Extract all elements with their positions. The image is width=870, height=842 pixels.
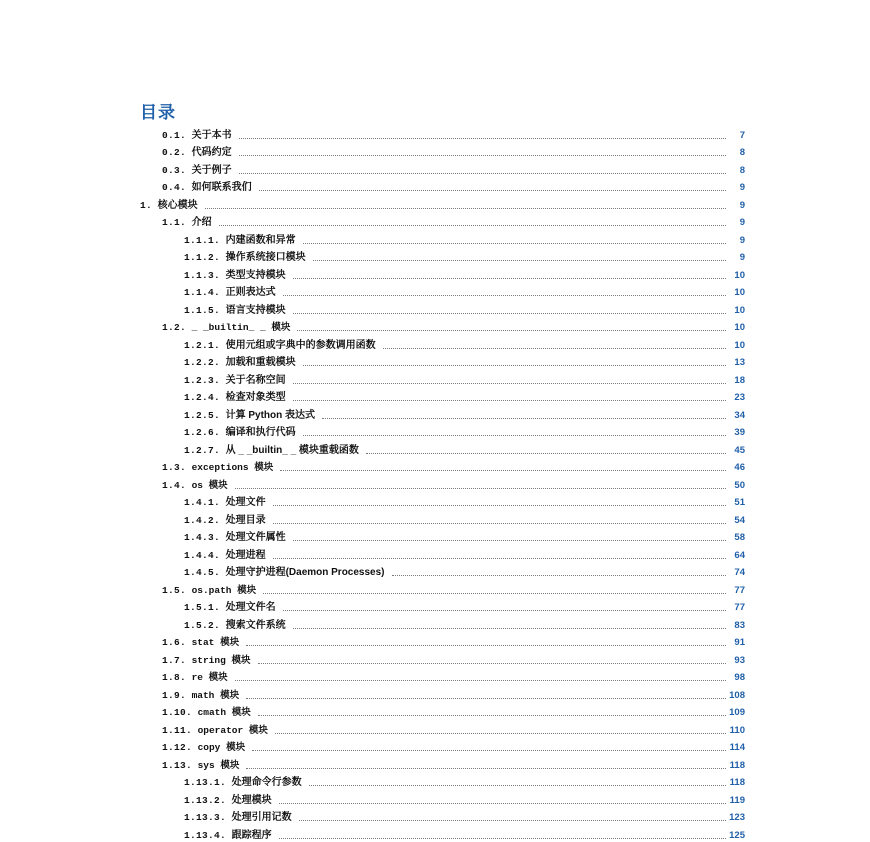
table-of-contents bbox=[140, 124, 745, 842]
toc-entry-page: 91 bbox=[734, 637, 745, 648]
toc-entry-title: 关于本书 bbox=[191, 129, 232, 141]
toc-entry-title: stat 模块 bbox=[191, 637, 240, 648]
toc-entry[interactable] bbox=[140, 212, 745, 230]
toc-entry[interactable] bbox=[140, 702, 745, 720]
toc-entry[interactable] bbox=[140, 404, 745, 422]
toc-entry[interactable] bbox=[140, 579, 745, 597]
toc-entry-label bbox=[184, 270, 290, 282]
toc-entry-number: 1.10. bbox=[162, 707, 193, 718]
toc-entry-label bbox=[184, 340, 380, 352]
toc-entry-title: 搜索文件系统 bbox=[225, 619, 286, 631]
toc-entry[interactable] bbox=[140, 719, 745, 737]
toc-entry-page: 10 bbox=[734, 322, 745, 333]
toc-entry-title: 内建函数和异常 bbox=[225, 234, 296, 246]
toc-entry-page: 51 bbox=[734, 497, 745, 508]
toc-entry[interactable] bbox=[140, 264, 745, 282]
toc-entry-number: 1. bbox=[140, 199, 153, 211]
toc-entry-page: 54 bbox=[734, 514, 745, 526]
toc-entry[interactable] bbox=[140, 299, 745, 317]
toc-entry[interactable] bbox=[140, 737, 745, 755]
toc-entry[interactable] bbox=[140, 352, 745, 370]
toc-entry-label bbox=[184, 812, 296, 824]
toc-entry-label bbox=[162, 742, 249, 754]
toc-entry-title: _ _builtin_ _ 模块 bbox=[191, 322, 291, 333]
toc-entry-number: 1.1. bbox=[162, 217, 187, 228]
toc-entry-number: 0.4. bbox=[162, 182, 187, 193]
toc-leader-dots bbox=[297, 322, 726, 331]
toc-entry[interactable] bbox=[140, 649, 745, 667]
toc-entry-label bbox=[184, 235, 300, 247]
toc-entry-label bbox=[184, 795, 276, 807]
toc-entry-page: 9 bbox=[739, 234, 745, 246]
toc-entry-title: 处理文件属性 bbox=[225, 532, 286, 543]
toc-entry-title: os 模块 bbox=[191, 479, 228, 491]
toc-entry-number: 1.4.1. bbox=[184, 497, 221, 508]
toc-entry-page: 9 bbox=[739, 252, 745, 263]
toc-leader-dots bbox=[303, 235, 726, 244]
toc-leader-dots bbox=[309, 777, 726, 786]
toc-leader-dots bbox=[235, 480, 726, 489]
toc-entry[interactable] bbox=[140, 387, 745, 405]
toc-entry[interactable] bbox=[140, 492, 745, 510]
toc-entry-label bbox=[184, 532, 290, 544]
toc-entry[interactable] bbox=[140, 124, 745, 142]
toc-leader-dots bbox=[239, 165, 726, 174]
toc-entry-page: 123 bbox=[729, 812, 745, 823]
toc-entry[interactable] bbox=[140, 177, 745, 195]
toc-entry-number: 1.5. bbox=[162, 584, 187, 596]
toc-entry-title: 如何联系我们 bbox=[191, 182, 252, 193]
toc-entry-number: 1.12. bbox=[162, 742, 193, 753]
toc-entry[interactable] bbox=[140, 807, 745, 825]
toc-entry-number: 1.4.2. bbox=[184, 514, 221, 526]
toc-entry-title: 正则表达式 bbox=[225, 287, 276, 298]
toc-entry-number: 1.13.1. bbox=[184, 777, 227, 788]
toc-entry-page: 118 bbox=[729, 777, 745, 788]
toc-entry[interactable] bbox=[140, 824, 745, 842]
toc-entry-page: 50 bbox=[734, 479, 745, 491]
toc-leader-dots bbox=[246, 690, 726, 699]
toc-entry-title: cmath 模块 bbox=[197, 707, 251, 718]
toc-entry-title: re 模块 bbox=[191, 672, 228, 683]
toc-entry-label bbox=[184, 777, 306, 789]
toc-entry-title: 使用元组或字典中的参数调用函数 bbox=[225, 339, 376, 351]
toc-entry-number: 1.1.5. bbox=[184, 304, 221, 316]
toc-entry-number: 1.7. bbox=[162, 654, 187, 666]
toc-entry-label bbox=[184, 252, 310, 264]
toc-entry-title: 处理目录 bbox=[225, 514, 266, 526]
toc-entry-label bbox=[184, 515, 270, 527]
toc-entry-title: 核心模块 bbox=[157, 199, 198, 211]
toc-entry-page: 8 bbox=[739, 147, 745, 158]
toc-leader-dots bbox=[293, 532, 726, 541]
toc-entry-label bbox=[184, 375, 290, 387]
toc-leader-dots bbox=[239, 130, 726, 139]
toc-entry-label bbox=[162, 182, 256, 194]
toc-entry[interactable] bbox=[140, 562, 745, 580]
toc-entry-page: 46 bbox=[734, 462, 745, 473]
toc-entry[interactable] bbox=[140, 229, 745, 247]
toc-entry-number: 1.2.6. bbox=[184, 427, 221, 438]
toc-entry-number: 1.2.1. bbox=[184, 339, 221, 351]
toc-entry-number: 0.2. bbox=[162, 147, 187, 158]
toc-entry-label bbox=[184, 567, 389, 579]
toc-entry[interactable] bbox=[140, 754, 745, 772]
toc-leader-dots bbox=[293, 375, 726, 384]
toc-entry[interactable] bbox=[140, 527, 745, 545]
toc-entry-page: 109 bbox=[729, 707, 745, 718]
toc-entry-number: 1.5.1. bbox=[184, 602, 221, 613]
toc-entry-page: 9 bbox=[739, 199, 745, 211]
toc-entry-title: 处理引用记数 bbox=[231, 812, 292, 823]
toc-leader-dots bbox=[258, 707, 726, 716]
toc-entry-label bbox=[162, 672, 232, 684]
toc-entry-label bbox=[140, 200, 202, 212]
toc-entry-number: 1.13.2. bbox=[184, 794, 227, 806]
toc-entry-number: 1.2.7. bbox=[184, 444, 221, 456]
toc-entry-page: 74 bbox=[734, 567, 745, 578]
toc-entry-page: 98 bbox=[734, 672, 745, 683]
toc-leader-dots bbox=[235, 672, 726, 681]
toc-entry[interactable] bbox=[140, 789, 745, 807]
toc-entry-title: 处理命令行参数 bbox=[231, 777, 302, 788]
toc-entry-title: 编译和执行代码 bbox=[225, 427, 296, 438]
toc-entry-title: os.path 模块 bbox=[191, 584, 257, 596]
toc-entry-title: 代码约定 bbox=[191, 147, 232, 158]
toc-entry-number: 1.11. bbox=[162, 724, 193, 736]
toc-leader-dots bbox=[252, 742, 726, 751]
toc-entry-page: 9 bbox=[739, 182, 745, 193]
toc-entry-label bbox=[162, 690, 243, 702]
toc-entry-page: 110 bbox=[729, 724, 745, 736]
toc-entry-number: 0.1. bbox=[162, 129, 187, 141]
page-title: 目录 bbox=[140, 103, 176, 122]
toc-entry[interactable] bbox=[140, 544, 745, 562]
toc-leader-dots bbox=[263, 585, 726, 594]
toc-leader-dots bbox=[293, 270, 726, 279]
toc-entry-page: 58 bbox=[734, 532, 745, 543]
toc-entry[interactable] bbox=[140, 614, 745, 632]
toc-entry-label bbox=[162, 217, 216, 229]
toc-entry-number: 1.13.3. bbox=[184, 812, 227, 823]
toc-entry[interactable] bbox=[140, 194, 745, 212]
toc-leader-dots bbox=[322, 410, 726, 419]
toc-entry-page: 45 bbox=[734, 444, 745, 456]
toc-entry[interactable] bbox=[140, 247, 745, 265]
toc-entry[interactable] bbox=[140, 317, 745, 335]
toc-entry-number: 1.2. bbox=[162, 322, 187, 333]
toc-entry-number: 1.1.3. bbox=[184, 269, 221, 281]
toc-entry-page: 39 bbox=[734, 427, 745, 438]
toc-entry-number: 1.4.5. bbox=[184, 567, 221, 578]
toc-entry-title: exceptions 模块 bbox=[191, 462, 274, 473]
toc-leader-dots bbox=[246, 760, 726, 769]
toc-entry-title: 跟踪程序 bbox=[231, 829, 272, 841]
toc-entry-label bbox=[162, 725, 272, 737]
toc-entry[interactable] bbox=[140, 684, 745, 702]
toc-entry-label bbox=[184, 287, 280, 299]
toc-entry-page: 93 bbox=[734, 654, 745, 666]
toc-entry-title: 介绍 bbox=[191, 217, 212, 228]
toc-entry-label bbox=[162, 462, 277, 474]
toc-entry-page: 114 bbox=[729, 742, 745, 753]
toc-entry[interactable] bbox=[140, 282, 745, 300]
toc-entry-title: 计算 Python 表达式 bbox=[225, 409, 316, 421]
toc-entry-label bbox=[184, 445, 363, 457]
toc-entry-title: 关于例子 bbox=[191, 164, 232, 176]
toc-entry-number: 1.1.2. bbox=[184, 252, 221, 263]
toc-entry-page: 23 bbox=[734, 392, 745, 403]
toc-entry[interactable] bbox=[140, 509, 745, 527]
toc-entry-title: string 模块 bbox=[191, 654, 251, 666]
toc-entry-number: 1.1.1. bbox=[184, 234, 221, 246]
toc-entry-title: 加载和重载模块 bbox=[225, 357, 296, 368]
toc-entry-page: 64 bbox=[734, 549, 745, 561]
toc-entry[interactable] bbox=[140, 159, 745, 177]
toc-leader-dots bbox=[293, 620, 726, 629]
toc-entry[interactable] bbox=[140, 632, 745, 650]
toc-leader-dots bbox=[313, 252, 726, 261]
toc-entry-page: 18 bbox=[734, 374, 745, 386]
toc-leader-dots bbox=[383, 340, 726, 349]
toc-entry[interactable] bbox=[140, 439, 745, 457]
toc-leader-dots bbox=[293, 305, 726, 314]
toc-leader-dots bbox=[246, 637, 726, 646]
toc-leader-dots bbox=[259, 182, 726, 191]
toc-entry-title: operator 模块 bbox=[197, 724, 268, 736]
toc-entry-page: 108 bbox=[729, 689, 745, 701]
toc-leader-dots bbox=[303, 427, 726, 436]
toc-entry[interactable] bbox=[140, 422, 745, 440]
toc-entry-title: copy 模块 bbox=[197, 742, 246, 753]
toc-entry-title: 处理文件 bbox=[225, 497, 266, 508]
toc-entry-page: 83 bbox=[734, 619, 745, 631]
toc-leader-dots bbox=[273, 497, 726, 506]
toc-entry-number: 1.4.3. bbox=[184, 532, 221, 543]
toc-entry-page: 34 bbox=[734, 409, 745, 421]
toc-entry[interactable] bbox=[140, 772, 745, 790]
toc-entry-label bbox=[162, 480, 232, 492]
toc-leader-dots bbox=[275, 725, 726, 734]
toc-entry-number: 1.9. bbox=[162, 689, 187, 701]
toc-entry-page: 125 bbox=[729, 829, 745, 841]
toc-entry-label bbox=[184, 830, 276, 842]
toc-entry-page: 10 bbox=[734, 269, 745, 281]
toc-entry-number: 1.2.4. bbox=[184, 392, 221, 403]
toc-entry-number: 1.3. bbox=[162, 462, 187, 473]
toc-leader-dots bbox=[279, 795, 726, 804]
toc-entry-page: 10 bbox=[734, 287, 745, 298]
toc-entry-number: 1.13.4. bbox=[184, 829, 227, 841]
toc-entry-page: 8 bbox=[739, 164, 745, 176]
toc-entry-number: 0.3. bbox=[162, 164, 187, 176]
toc-entry-label bbox=[162, 707, 255, 719]
toc-entry-title: 处理文件名 bbox=[225, 602, 276, 613]
toc-entry-label bbox=[184, 550, 270, 562]
toc-entry-label bbox=[184, 305, 290, 317]
toc-leader-dots bbox=[279, 830, 726, 839]
toc-entry-title: 操作系统接口模块 bbox=[225, 252, 306, 263]
toc-entry[interactable] bbox=[140, 142, 745, 160]
toc-entry-label bbox=[184, 497, 270, 509]
toc-leader-dots bbox=[299, 812, 726, 821]
toc-entry-title: 类型支持模块 bbox=[225, 269, 286, 281]
toc-entry-title: math 模块 bbox=[191, 689, 240, 701]
toc-entry-label bbox=[162, 165, 236, 177]
toc-leader-dots bbox=[205, 200, 726, 209]
toc-entry[interactable] bbox=[140, 334, 745, 352]
toc-entry-title: 关于名称空间 bbox=[225, 374, 286, 386]
toc-entry-number: 1.1.4. bbox=[184, 287, 221, 298]
toc-entry-title: 处理模块 bbox=[231, 794, 272, 806]
toc-entry-page: 77 bbox=[734, 584, 745, 596]
toc-entry-page: 9 bbox=[739, 217, 745, 228]
toc-entry[interactable] bbox=[140, 457, 745, 475]
toc-entry-page: 7 bbox=[739, 129, 745, 141]
toc-entry-label bbox=[162, 130, 236, 142]
toc-leader-dots bbox=[283, 287, 726, 296]
toc-leader-dots bbox=[273, 550, 726, 559]
toc-entry-title: 处理守护进程(Daemon Processes) bbox=[225, 567, 385, 578]
toc-entry-label bbox=[184, 602, 280, 614]
toc-entry-number: 1.2.5. bbox=[184, 409, 221, 421]
toc-leader-dots bbox=[219, 217, 726, 226]
toc-entry-page: 10 bbox=[734, 339, 745, 351]
toc-entry-page: 118 bbox=[729, 759, 745, 771]
toc-entry-page: 119 bbox=[729, 794, 745, 806]
toc-entry-title: 检查对象类型 bbox=[225, 392, 286, 403]
toc-entry-page: 77 bbox=[734, 602, 745, 613]
toc-entry-label bbox=[184, 410, 319, 422]
toc-entry-number: 1.5.2. bbox=[184, 619, 221, 631]
toc-entry-number: 1.4. bbox=[162, 479, 187, 491]
toc-entry-number: 1.2.3. bbox=[184, 374, 221, 386]
toc-leader-dots bbox=[239, 147, 726, 156]
toc-entry-label bbox=[162, 322, 294, 334]
toc-entry-label bbox=[184, 427, 300, 439]
toc-leader-dots bbox=[283, 602, 726, 611]
toc-entry[interactable] bbox=[140, 369, 745, 387]
toc-entry-label bbox=[184, 620, 290, 632]
toc-entry-title: sys 模块 bbox=[197, 759, 240, 771]
toc-entry-label bbox=[162, 760, 243, 772]
toc-leader-dots bbox=[303, 357, 726, 366]
toc-entry-number: 1.6. bbox=[162, 637, 187, 648]
toc-entry[interactable] bbox=[140, 474, 745, 492]
toc-entry[interactable] bbox=[140, 597, 745, 615]
toc-entry-label bbox=[162, 147, 236, 159]
toc-entry-label bbox=[184, 357, 300, 369]
toc-entry-number: 1.8. bbox=[162, 672, 187, 683]
toc-entry-title: 处理进程 bbox=[225, 549, 266, 561]
toc-entry-number: 1.2.2. bbox=[184, 357, 221, 368]
toc-entry-label bbox=[162, 655, 255, 667]
toc-leader-dots bbox=[392, 567, 726, 576]
toc-leader-dots bbox=[273, 515, 726, 524]
toc-entry-page: 10 bbox=[734, 304, 745, 316]
toc-entry-page: 13 bbox=[734, 357, 745, 368]
toc-entry-number: 1.13. bbox=[162, 759, 193, 771]
toc-leader-dots bbox=[258, 655, 727, 664]
toc-leader-dots bbox=[293, 392, 726, 401]
toc-entry-title: 从 _ _builtin_ _ 模块重载函数 bbox=[225, 444, 359, 456]
toc-entry-label bbox=[184, 392, 290, 404]
toc-leader-dots bbox=[280, 462, 726, 471]
toc-entry-title: 语言支持模块 bbox=[225, 304, 286, 316]
toc-entry-number: 1.4.4. bbox=[184, 549, 221, 561]
toc-entry[interactable] bbox=[140, 667, 745, 685]
toc-entry-label bbox=[162, 585, 260, 597]
toc-entry-label bbox=[162, 637, 243, 649]
toc-leader-dots bbox=[366, 445, 726, 454]
